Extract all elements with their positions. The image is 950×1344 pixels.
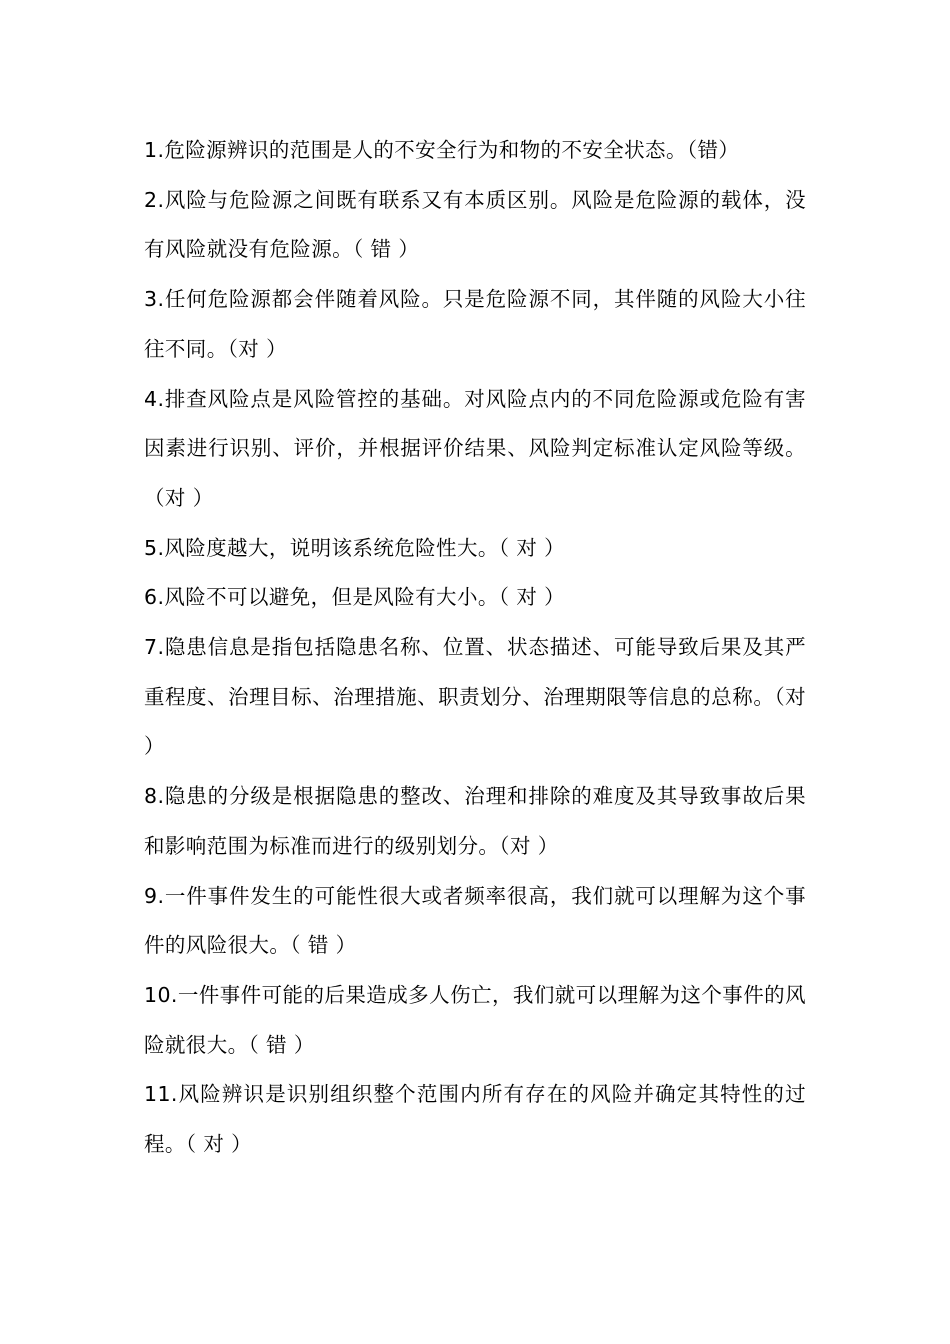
item-text: 隐患的分级是根据隐患的整改、治理和排除的难度及其导致事故后果和影响范围为标准而进行的级别划分。（对 ） <box>144 784 806 858</box>
item-text: 一件事件可能的后果造成多人伤亡，我们就可以理解为这个事件的风险就很大。（ 错 ） <box>144 982 806 1057</box>
item-number: 2. <box>144 187 165 212</box>
item-text: 风险不可以避免，但是风险有大小。（ 对 ） <box>164 585 566 610</box>
list-item <box>144 1070 806 1169</box>
item-number: 11. <box>144 1082 178 1107</box>
item-number: 9. <box>144 883 165 908</box>
list-item <box>144 872 806 971</box>
item-number: 10. <box>144 982 178 1007</box>
item-text: 一件事件发生的可能性很大或者频率很高，我们就可以理解为这个事件的风险很大。（ 错 ） <box>144 883 806 958</box>
list-item <box>144 971 806 1070</box>
item-number: 4. <box>144 386 165 411</box>
item-text: 排查风险点是风险管控的基础。对风险点内的不同危险源或危险有害因素进行识别、评价，并根据评价结果、风险判定标准认定风险等级。（对 ） <box>144 386 806 510</box>
item-text: 任何危险源都会伴随着风险。只是危险源不同，其伴随的风险大小往往不同。（对 ） <box>144 287 806 361</box>
item-number: 6. <box>144 585 165 610</box>
item-text: 风险度越大，说明该系统危险性大。（ 对 ） <box>164 535 566 560</box>
list-item <box>144 275 806 374</box>
list-item <box>144 623 806 772</box>
item-text: 隐患信息是指包括隐患名称、位置、状态描述、可能导致后果及其严重程度、治理目标、治理措施、职责划分、治理期限等信息的总称。（对 ） <box>144 635 806 759</box>
question-list <box>144 126 806 1170</box>
item-text: 风险与危险源之间既有联系又有本质区别。风险是危险源的载体，没有风险就没有危险源。（ 错 ） <box>144 187 806 262</box>
list-item <box>144 176 806 275</box>
list-item <box>144 573 806 623</box>
item-number: 5. <box>144 535 165 560</box>
list-item <box>144 126 806 176</box>
list-item <box>144 524 806 574</box>
item-number: 8. <box>144 784 165 809</box>
item-text: 危险源辨识的范围是人的不安全行为和物的不安全状态。（错） <box>164 138 740 162</box>
item-number: 1. <box>144 138 165 162</box>
item-number: 7. <box>144 635 165 660</box>
item-text: 风险辨识是识别组织整个范围内所有存在的风险并确定其特性的过程。（ 对 ） <box>144 1082 806 1157</box>
item-number: 3. <box>144 287 165 312</box>
list-item <box>144 772 806 871</box>
list-item <box>144 375 806 524</box>
